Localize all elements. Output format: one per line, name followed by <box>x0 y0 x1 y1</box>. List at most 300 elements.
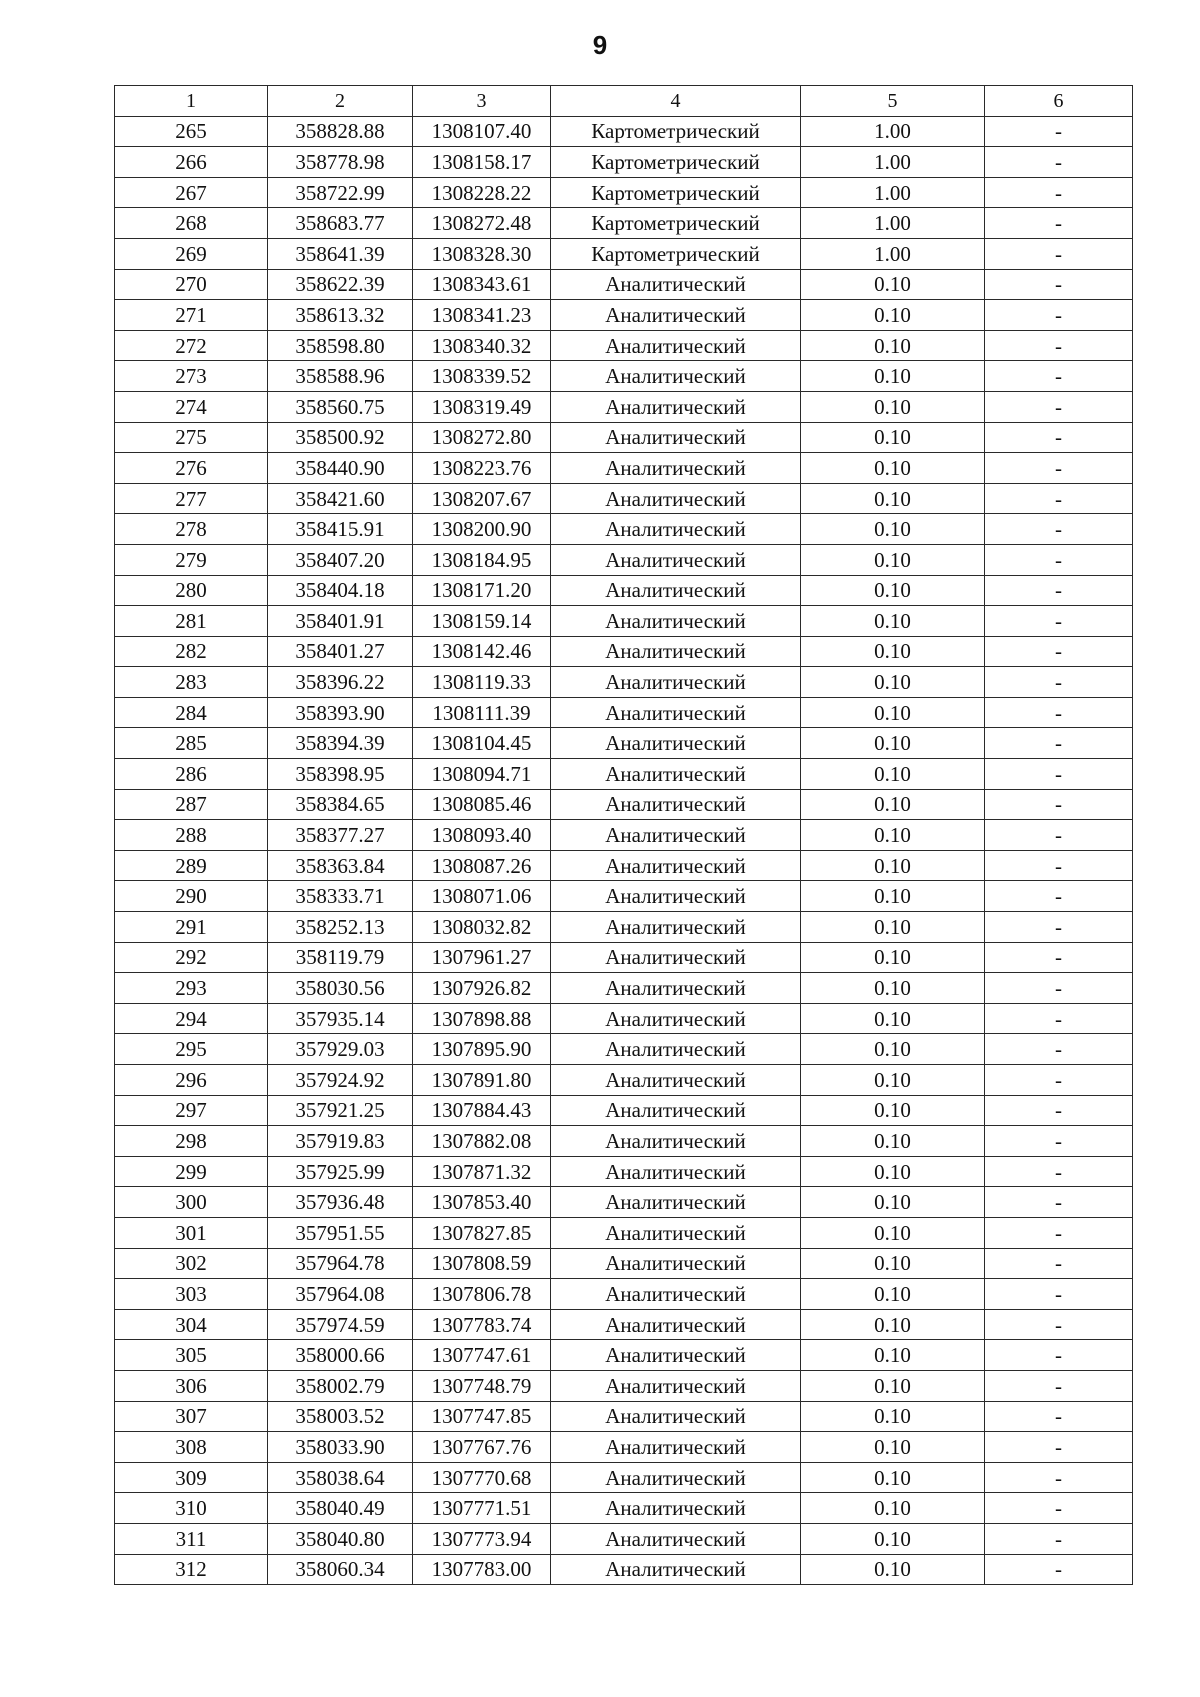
table-row <box>115 912 1133 943</box>
y-coordinate-cell: 1308085.46 <box>413 789 551 820</box>
table-row <box>115 881 1133 912</box>
table-row <box>115 330 1133 361</box>
table-row <box>115 1003 1133 1034</box>
point-number-cell: 286 <box>115 759 268 790</box>
table-row <box>115 391 1133 422</box>
accuracy-cell: 0.10 <box>801 391 985 422</box>
table-row <box>115 1248 1133 1279</box>
note-cell: - <box>985 1095 1133 1126</box>
y-coordinate-cell: 1308119.33 <box>413 667 551 698</box>
table-row <box>115 1401 1133 1432</box>
method-cell: Аналитический <box>551 1187 801 1218</box>
point-number-cell: 312 <box>115 1554 268 1585</box>
accuracy-cell: 0.10 <box>801 1493 985 1524</box>
method-cell: Аналитический <box>551 361 801 392</box>
point-number-cell: 273 <box>115 361 268 392</box>
table-row <box>115 1095 1133 1126</box>
note-cell: - <box>985 1248 1133 1279</box>
y-coordinate-cell: 1307747.61 <box>413 1340 551 1371</box>
point-number-cell: 302 <box>115 1248 268 1279</box>
point-number-cell: 265 <box>115 116 268 147</box>
coordinates-table <box>114 85 1133 1585</box>
accuracy-cell: 0.10 <box>801 1401 985 1432</box>
x-coordinate-cell: 357936.48 <box>268 1187 413 1218</box>
y-coordinate-cell: 1307767.76 <box>413 1432 551 1463</box>
table-row <box>115 1309 1133 1340</box>
y-coordinate-cell: 1307783.00 <box>413 1554 551 1585</box>
note-cell: - <box>985 1401 1133 1432</box>
accuracy-cell: 0.10 <box>801 544 985 575</box>
x-coordinate-cell: 358401.91 <box>268 606 413 637</box>
method-cell: Аналитический <box>551 912 801 943</box>
column-header-4: 4 <box>551 86 801 117</box>
x-coordinate-cell: 358396.22 <box>268 667 413 698</box>
method-cell: Аналитический <box>551 697 801 728</box>
method-cell: Аналитический <box>551 1309 801 1340</box>
point-number-cell: 303 <box>115 1279 268 1310</box>
accuracy-cell: 0.10 <box>801 1156 985 1187</box>
method-cell: Картометрический <box>551 116 801 147</box>
note-cell: - <box>985 116 1133 147</box>
note-cell: - <box>985 391 1133 422</box>
method-cell: Аналитический <box>551 1279 801 1310</box>
method-cell: Аналитический <box>551 1248 801 1279</box>
x-coordinate-cell: 358033.90 <box>268 1432 413 1463</box>
table-row <box>115 208 1133 239</box>
point-number-cell: 288 <box>115 820 268 851</box>
y-coordinate-cell: 1307853.40 <box>413 1187 551 1218</box>
y-coordinate-cell: 1307748.79 <box>413 1370 551 1401</box>
x-coordinate-cell: 358440.90 <box>268 453 413 484</box>
point-number-cell: 280 <box>115 575 268 606</box>
note-cell: - <box>985 1065 1133 1096</box>
note-cell: - <box>985 912 1133 943</box>
method-cell: Аналитический <box>551 1340 801 1371</box>
y-coordinate-cell: 1307895.90 <box>413 1034 551 1065</box>
x-coordinate-cell: 358613.32 <box>268 300 413 331</box>
y-coordinate-cell: 1307898.88 <box>413 1003 551 1034</box>
x-coordinate-cell: 358404.18 <box>268 575 413 606</box>
point-number-cell: 279 <box>115 544 268 575</box>
accuracy-cell: 0.10 <box>801 942 985 973</box>
method-cell: Аналитический <box>551 575 801 606</box>
table-row <box>115 973 1133 1004</box>
note-cell: - <box>985 667 1133 698</box>
column-header-1: 1 <box>115 86 268 117</box>
method-cell: Картометрический <box>551 147 801 178</box>
x-coordinate-cell: 358030.56 <box>268 973 413 1004</box>
point-number-cell: 274 <box>115 391 268 422</box>
note-cell: - <box>985 1370 1133 1401</box>
note-cell: - <box>985 1217 1133 1248</box>
y-coordinate-cell: 1307827.85 <box>413 1217 551 1248</box>
point-number-cell: 308 <box>115 1432 268 1463</box>
accuracy-cell: 0.10 <box>801 575 985 606</box>
x-coordinate-cell: 358363.84 <box>268 850 413 881</box>
y-coordinate-cell: 1308107.40 <box>413 116 551 147</box>
table-row <box>115 1065 1133 1096</box>
y-coordinate-cell: 1308104.45 <box>413 728 551 759</box>
note-cell: - <box>985 1523 1133 1554</box>
method-cell: Аналитический <box>551 1370 801 1401</box>
accuracy-cell: 0.10 <box>801 1217 985 1248</box>
note-cell: - <box>985 1462 1133 1493</box>
x-coordinate-cell: 358252.13 <box>268 912 413 943</box>
y-coordinate-cell: 1308200.90 <box>413 514 551 545</box>
method-cell: Аналитический <box>551 606 801 637</box>
method-cell: Аналитический <box>551 1065 801 1096</box>
y-coordinate-cell: 1307773.94 <box>413 1523 551 1554</box>
accuracy-cell: 0.10 <box>801 453 985 484</box>
table-row <box>115 575 1133 606</box>
point-number-cell: 276 <box>115 453 268 484</box>
note-cell: - <box>985 361 1133 392</box>
point-number-cell: 300 <box>115 1187 268 1218</box>
table-row <box>115 1523 1133 1554</box>
y-coordinate-cell: 1308343.61 <box>413 269 551 300</box>
point-number-cell: 306 <box>115 1370 268 1401</box>
y-coordinate-cell: 1308032.82 <box>413 912 551 943</box>
table-row <box>115 483 1133 514</box>
accuracy-cell: 1.00 <box>801 147 985 178</box>
x-coordinate-cell: 358828.88 <box>268 116 413 147</box>
note-cell: - <box>985 1126 1133 1157</box>
accuracy-cell: 0.10 <box>801 789 985 820</box>
point-number-cell: 305 <box>115 1340 268 1371</box>
x-coordinate-cell: 358394.39 <box>268 728 413 759</box>
y-coordinate-cell: 1307770.68 <box>413 1462 551 1493</box>
point-number-cell: 296 <box>115 1065 268 1096</box>
point-number-cell: 304 <box>115 1309 268 1340</box>
accuracy-cell: 0.10 <box>801 330 985 361</box>
method-cell: Аналитический <box>551 1217 801 1248</box>
point-number-cell: 289 <box>115 850 268 881</box>
accuracy-cell: 0.10 <box>801 1126 985 1157</box>
point-number-cell: 285 <box>115 728 268 759</box>
table-body <box>115 116 1133 1585</box>
table-row <box>115 544 1133 575</box>
note-cell: - <box>985 483 1133 514</box>
x-coordinate-cell: 358040.49 <box>268 1493 413 1524</box>
x-coordinate-cell: 358000.66 <box>268 1340 413 1371</box>
table-row <box>115 820 1133 851</box>
table-row <box>115 238 1133 269</box>
table-row <box>115 361 1133 392</box>
x-coordinate-cell: 358040.80 <box>268 1523 413 1554</box>
accuracy-cell: 0.10 <box>801 1370 985 1401</box>
note-cell: - <box>985 1003 1133 1034</box>
method-cell: Аналитический <box>551 1462 801 1493</box>
table-row <box>115 606 1133 637</box>
table-row <box>115 1034 1133 1065</box>
y-coordinate-cell: 1308071.06 <box>413 881 551 912</box>
y-coordinate-cell: 1307926.82 <box>413 973 551 1004</box>
table-row <box>115 789 1133 820</box>
y-coordinate-cell: 1308159.14 <box>413 606 551 637</box>
point-number-cell: 294 <box>115 1003 268 1034</box>
point-number-cell: 311 <box>115 1523 268 1554</box>
y-coordinate-cell: 1308184.95 <box>413 544 551 575</box>
point-number-cell: 299 <box>115 1156 268 1187</box>
method-cell: Аналитический <box>551 422 801 453</box>
table-row <box>115 1279 1133 1310</box>
point-number-cell: 266 <box>115 147 268 178</box>
table-row <box>115 1187 1133 1218</box>
note-cell: - <box>985 820 1133 851</box>
note-cell: - <box>985 147 1133 178</box>
point-number-cell: 291 <box>115 912 268 943</box>
x-coordinate-cell: 358393.90 <box>268 697 413 728</box>
note-cell: - <box>985 514 1133 545</box>
method-cell: Аналитический <box>551 759 801 790</box>
x-coordinate-cell: 358778.98 <box>268 147 413 178</box>
table-header <box>115 86 1133 117</box>
table-row <box>115 697 1133 728</box>
accuracy-cell: 0.10 <box>801 1248 985 1279</box>
x-coordinate-cell: 358500.92 <box>268 422 413 453</box>
accuracy-cell: 0.10 <box>801 1309 985 1340</box>
accuracy-cell: 0.10 <box>801 1003 985 1034</box>
x-coordinate-cell: 357921.25 <box>268 1095 413 1126</box>
note-cell: - <box>985 269 1133 300</box>
note-cell: - <box>985 544 1133 575</box>
method-cell: Аналитический <box>551 1401 801 1432</box>
point-number-cell: 275 <box>115 422 268 453</box>
y-coordinate-cell: 1308207.67 <box>413 483 551 514</box>
accuracy-cell: 1.00 <box>801 238 985 269</box>
point-number-cell: 277 <box>115 483 268 514</box>
point-number-cell: 301 <box>115 1217 268 1248</box>
accuracy-cell: 0.10 <box>801 697 985 728</box>
y-coordinate-cell: 1308223.76 <box>413 453 551 484</box>
point-number-cell: 267 <box>115 177 268 208</box>
note-cell: - <box>985 575 1133 606</box>
method-cell: Аналитический <box>551 789 801 820</box>
point-number-cell: 283 <box>115 667 268 698</box>
table-row <box>115 1126 1133 1157</box>
x-coordinate-cell: 358377.27 <box>268 820 413 851</box>
point-number-cell: 268 <box>115 208 268 239</box>
note-cell: - <box>985 1034 1133 1065</box>
x-coordinate-cell: 358722.99 <box>268 177 413 208</box>
x-coordinate-cell: 358002.79 <box>268 1370 413 1401</box>
method-cell: Аналитический <box>551 269 801 300</box>
x-coordinate-cell: 357929.03 <box>268 1034 413 1065</box>
method-cell: Аналитический <box>551 483 801 514</box>
accuracy-cell: 0.10 <box>801 850 985 881</box>
x-coordinate-cell: 358588.96 <box>268 361 413 392</box>
note-cell: - <box>985 942 1133 973</box>
coordinates-table-wrapper <box>114 85 1132 1585</box>
note-cell: - <box>985 789 1133 820</box>
accuracy-cell: 0.10 <box>801 606 985 637</box>
column-header-3: 3 <box>413 86 551 117</box>
x-coordinate-cell: 358119.79 <box>268 942 413 973</box>
table-row <box>115 116 1133 147</box>
x-coordinate-cell: 358384.65 <box>268 789 413 820</box>
y-coordinate-cell: 1308093.40 <box>413 820 551 851</box>
x-coordinate-cell: 358398.95 <box>268 759 413 790</box>
note-cell: - <box>985 1309 1133 1340</box>
accuracy-cell: 1.00 <box>801 177 985 208</box>
note-cell: - <box>985 850 1133 881</box>
y-coordinate-cell: 1308341.23 <box>413 300 551 331</box>
note-cell: - <box>985 422 1133 453</box>
method-cell: Аналитический <box>551 514 801 545</box>
note-cell: - <box>985 1279 1133 1310</box>
note-cell: - <box>985 1554 1133 1585</box>
method-cell: Картометрический <box>551 238 801 269</box>
y-coordinate-cell: 1307783.74 <box>413 1309 551 1340</box>
method-cell: Аналитический <box>551 1432 801 1463</box>
y-coordinate-cell: 1308094.71 <box>413 759 551 790</box>
table-row <box>115 422 1133 453</box>
note-cell: - <box>985 759 1133 790</box>
y-coordinate-cell: 1307806.78 <box>413 1279 551 1310</box>
accuracy-cell: 0.10 <box>801 1095 985 1126</box>
point-number-cell: 269 <box>115 238 268 269</box>
note-cell: - <box>985 208 1133 239</box>
x-coordinate-cell: 357964.08 <box>268 1279 413 1310</box>
point-number-cell: 281 <box>115 606 268 637</box>
y-coordinate-cell: 1308087.26 <box>413 850 551 881</box>
x-coordinate-cell: 358401.27 <box>268 636 413 667</box>
table-row <box>115 728 1133 759</box>
x-coordinate-cell: 357925.99 <box>268 1156 413 1187</box>
note-cell: - <box>985 636 1133 667</box>
x-coordinate-cell: 358421.60 <box>268 483 413 514</box>
x-coordinate-cell: 358003.52 <box>268 1401 413 1432</box>
accuracy-cell: 0.10 <box>801 820 985 851</box>
x-coordinate-cell: 358038.64 <box>268 1462 413 1493</box>
point-number-cell: 284 <box>115 697 268 728</box>
accuracy-cell: 0.10 <box>801 1340 985 1371</box>
accuracy-cell: 0.10 <box>801 881 985 912</box>
accuracy-cell: 0.10 <box>801 361 985 392</box>
point-number-cell: 287 <box>115 789 268 820</box>
note-cell: - <box>985 300 1133 331</box>
note-cell: - <box>985 728 1133 759</box>
note-cell: - <box>985 973 1133 1004</box>
y-coordinate-cell: 1308228.22 <box>413 177 551 208</box>
note-cell: - <box>985 1187 1133 1218</box>
x-coordinate-cell: 357935.14 <box>268 1003 413 1034</box>
method-cell: Аналитический <box>551 667 801 698</box>
accuracy-cell: 0.10 <box>801 1034 985 1065</box>
point-number-cell: 270 <box>115 269 268 300</box>
accuracy-cell: 0.10 <box>801 1554 985 1585</box>
y-coordinate-cell: 1308319.49 <box>413 391 551 422</box>
table-row <box>115 1462 1133 1493</box>
accuracy-cell: 0.10 <box>801 1432 985 1463</box>
point-number-cell: 290 <box>115 881 268 912</box>
table-row <box>115 300 1133 331</box>
note-cell: - <box>985 330 1133 361</box>
table-row <box>115 177 1133 208</box>
method-cell: Аналитический <box>551 820 801 851</box>
x-coordinate-cell: 357919.83 <box>268 1126 413 1157</box>
accuracy-cell: 0.10 <box>801 1462 985 1493</box>
note-cell: - <box>985 606 1133 637</box>
method-cell: Аналитический <box>551 850 801 881</box>
table-row <box>115 636 1133 667</box>
point-number-cell: 298 <box>115 1126 268 1157</box>
y-coordinate-cell: 1308328.30 <box>413 238 551 269</box>
table-row <box>115 514 1133 545</box>
point-number-cell: 272 <box>115 330 268 361</box>
y-coordinate-cell: 1307961.27 <box>413 942 551 973</box>
point-number-cell: 295 <box>115 1034 268 1065</box>
x-coordinate-cell: 358060.34 <box>268 1554 413 1585</box>
x-coordinate-cell: 358598.80 <box>268 330 413 361</box>
x-coordinate-cell: 358683.77 <box>268 208 413 239</box>
x-coordinate-cell: 358622.39 <box>268 269 413 300</box>
method-cell: Аналитический <box>551 1095 801 1126</box>
point-number-cell: 309 <box>115 1462 268 1493</box>
x-coordinate-cell: 358560.75 <box>268 391 413 422</box>
table-row <box>115 453 1133 484</box>
accuracy-cell: 0.10 <box>801 912 985 943</box>
y-coordinate-cell: 1308340.32 <box>413 330 551 361</box>
method-cell: Картометрический <box>551 208 801 239</box>
table-row <box>115 1432 1133 1463</box>
method-cell: Аналитический <box>551 1126 801 1157</box>
y-coordinate-cell: 1308272.80 <box>413 422 551 453</box>
table-row <box>115 942 1133 973</box>
accuracy-cell: 0.10 <box>801 1523 985 1554</box>
point-number-cell: 307 <box>115 1401 268 1432</box>
point-number-cell: 282 <box>115 636 268 667</box>
y-coordinate-cell: 1308339.52 <box>413 361 551 392</box>
table-row <box>115 1217 1133 1248</box>
x-coordinate-cell: 357924.92 <box>268 1065 413 1096</box>
y-coordinate-cell: 1307808.59 <box>413 1248 551 1279</box>
table-row <box>115 759 1133 790</box>
accuracy-cell: 0.10 <box>801 269 985 300</box>
table-row <box>115 850 1133 881</box>
accuracy-cell: 0.10 <box>801 1065 985 1096</box>
table-row <box>115 1493 1133 1524</box>
note-cell: - <box>985 238 1133 269</box>
column-header-2: 2 <box>268 86 413 117</box>
y-coordinate-cell: 1307891.80 <box>413 1065 551 1096</box>
accuracy-cell: 0.10 <box>801 422 985 453</box>
x-coordinate-cell: 358641.39 <box>268 238 413 269</box>
method-cell: Аналитический <box>551 453 801 484</box>
method-cell: Аналитический <box>551 1156 801 1187</box>
note-cell: - <box>985 697 1133 728</box>
table-row <box>115 147 1133 178</box>
note-cell: - <box>985 881 1133 912</box>
y-coordinate-cell: 1308272.48 <box>413 208 551 239</box>
note-cell: - <box>985 453 1133 484</box>
accuracy-cell: 0.10 <box>801 728 985 759</box>
accuracy-cell: 0.10 <box>801 1187 985 1218</box>
column-header-5: 5 <box>801 86 985 117</box>
method-cell: Аналитический <box>551 330 801 361</box>
y-coordinate-cell: 1308171.20 <box>413 575 551 606</box>
y-coordinate-cell: 1307871.32 <box>413 1156 551 1187</box>
method-cell: Аналитический <box>551 881 801 912</box>
accuracy-cell: 0.10 <box>801 514 985 545</box>
accuracy-cell: 0.10 <box>801 300 985 331</box>
y-coordinate-cell: 1308111.39 <box>413 697 551 728</box>
accuracy-cell: 1.00 <box>801 116 985 147</box>
x-coordinate-cell: 358415.91 <box>268 514 413 545</box>
accuracy-cell: 0.10 <box>801 636 985 667</box>
method-cell: Аналитический <box>551 1523 801 1554</box>
y-coordinate-cell: 1307882.08 <box>413 1126 551 1157</box>
